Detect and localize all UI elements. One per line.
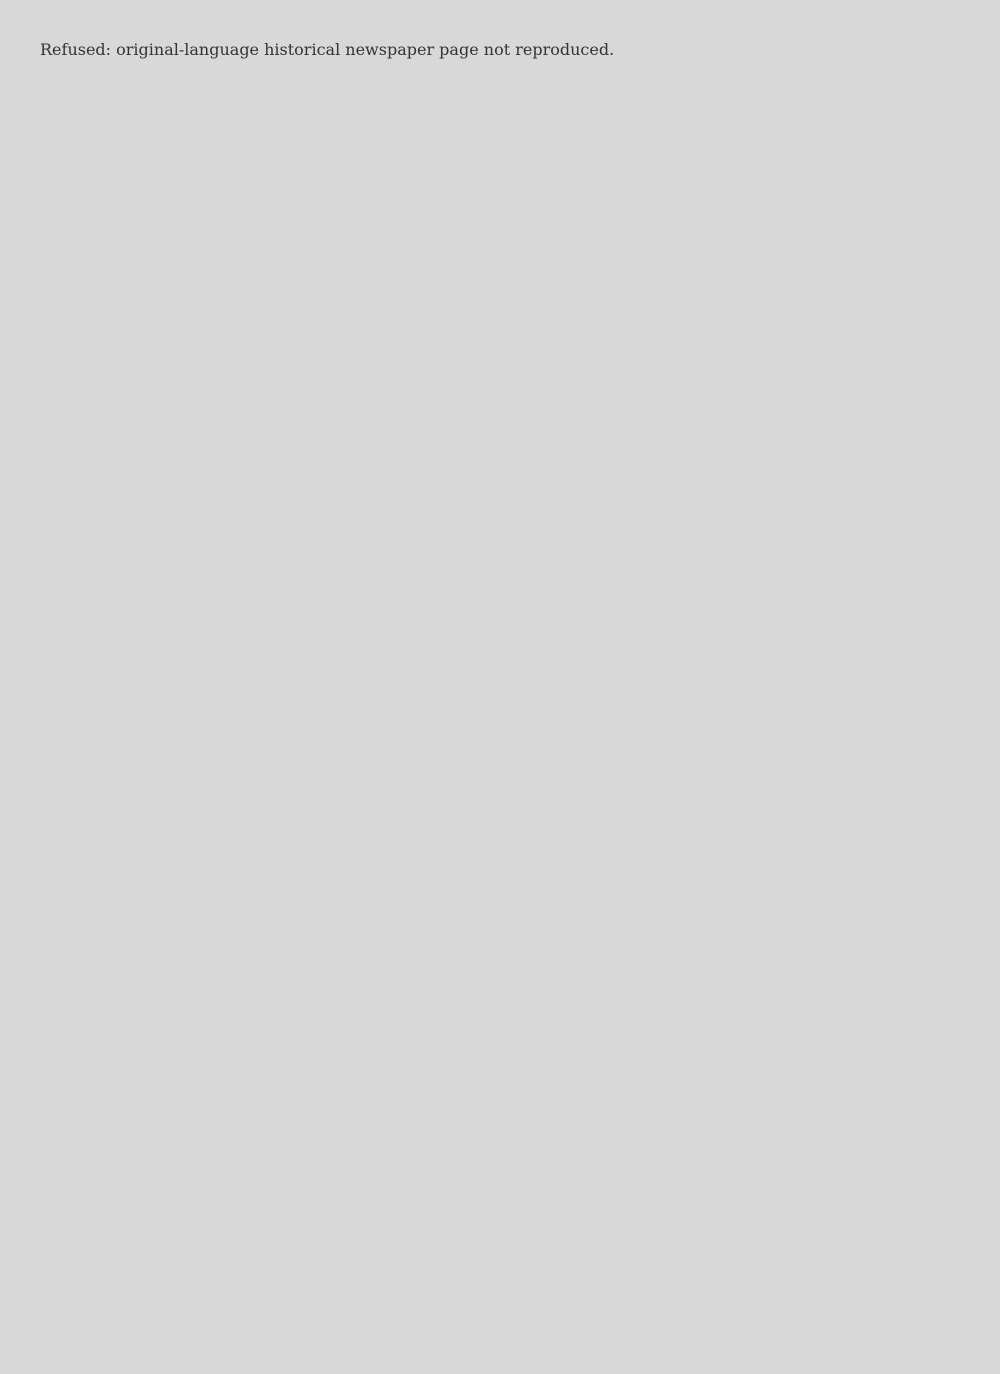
notice: Refused: original-language historical newspaper page not reproduced.	[40, 40, 615, 59]
